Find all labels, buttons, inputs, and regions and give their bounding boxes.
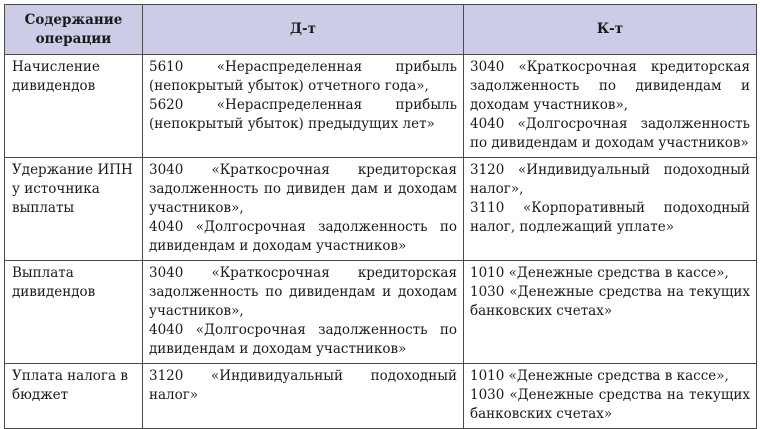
table-row — [5, 158, 757, 261]
debit-entry: 3040 «Краткосрочная кредиторская задолженность по дивиден дам и доходам участников», — [149, 162, 457, 216]
debit-entry: 4040 «Долгосрочная задолженность по дивидендам и доходам участников» — [149, 219, 457, 254]
debit-cell — [143, 261, 464, 364]
header-row — [5, 5, 757, 55]
credit-entry: 1030 «Денежные средства на текущих банковских счетах» — [470, 387, 750, 422]
operation-cell: Удержание ИПН у источника выплаты — [5, 158, 143, 261]
debit-entry: 5610 «Нераспределенная прибыль (непокрытый убыток) отчетного года», — [149, 59, 457, 94]
table-row — [5, 364, 757, 429]
debit-entry: 5620 «Нераспределенная прибыль (непокрытый убыток) предыдущих лет» — [149, 97, 457, 132]
debit-cell — [143, 364, 464, 429]
credit-cell — [464, 261, 757, 364]
credit-entry: 1010 «Денежные средства в кассе», — [470, 265, 729, 281]
accounting-entries-table — [4, 4, 757, 429]
operation-cell: Выплата дивидендов — [5, 261, 143, 364]
debit-cell — [143, 158, 464, 261]
debit-entry: 3040 «Краткосрочная кредиторская задолженность по дивидендам и доходам участников», — [149, 265, 457, 319]
header-debit: Д-т — [143, 5, 464, 55]
operation-cell: Уплата налога в бюджет — [5, 364, 143, 429]
header-credit: К-т — [464, 5, 757, 55]
credit-entry: 3040 «Краткосрочная кредиторская задолженность по дивидендам и доходам участников», — [470, 59, 750, 113]
credit-entry: 1010 «Денежные средства в кассе», — [470, 368, 729, 384]
credit-cell — [464, 158, 757, 261]
credit-entry: 4040 «Долгосрочная задолженность по дивидендам и доходам участников» — [470, 116, 750, 151]
credit-cell — [464, 55, 757, 158]
credit-entry: 3120 «Индивидуальный подоходный налог», — [470, 162, 750, 197]
header-operation: Содержание операции — [5, 5, 143, 55]
credit-entry: 1030 «Денежные средства на текущих банковских счетах» — [470, 284, 750, 319]
debit-entry: 4040 «Долгосрочная задолженность по дивидендам и доходам участников» — [149, 322, 457, 357]
operation-cell: Начисление дивидендов — [5, 55, 143, 158]
debit-entry: 3120 «Индивидуальный подоходный налог» — [149, 368, 457, 403]
table-row — [5, 55, 757, 158]
credit-cell — [464, 364, 757, 429]
debit-cell — [143, 55, 464, 158]
table-row — [5, 261, 757, 364]
credit-entry: 3110 «Корпоративный подоходный налог, подлежащий уплате» — [470, 200, 750, 235]
